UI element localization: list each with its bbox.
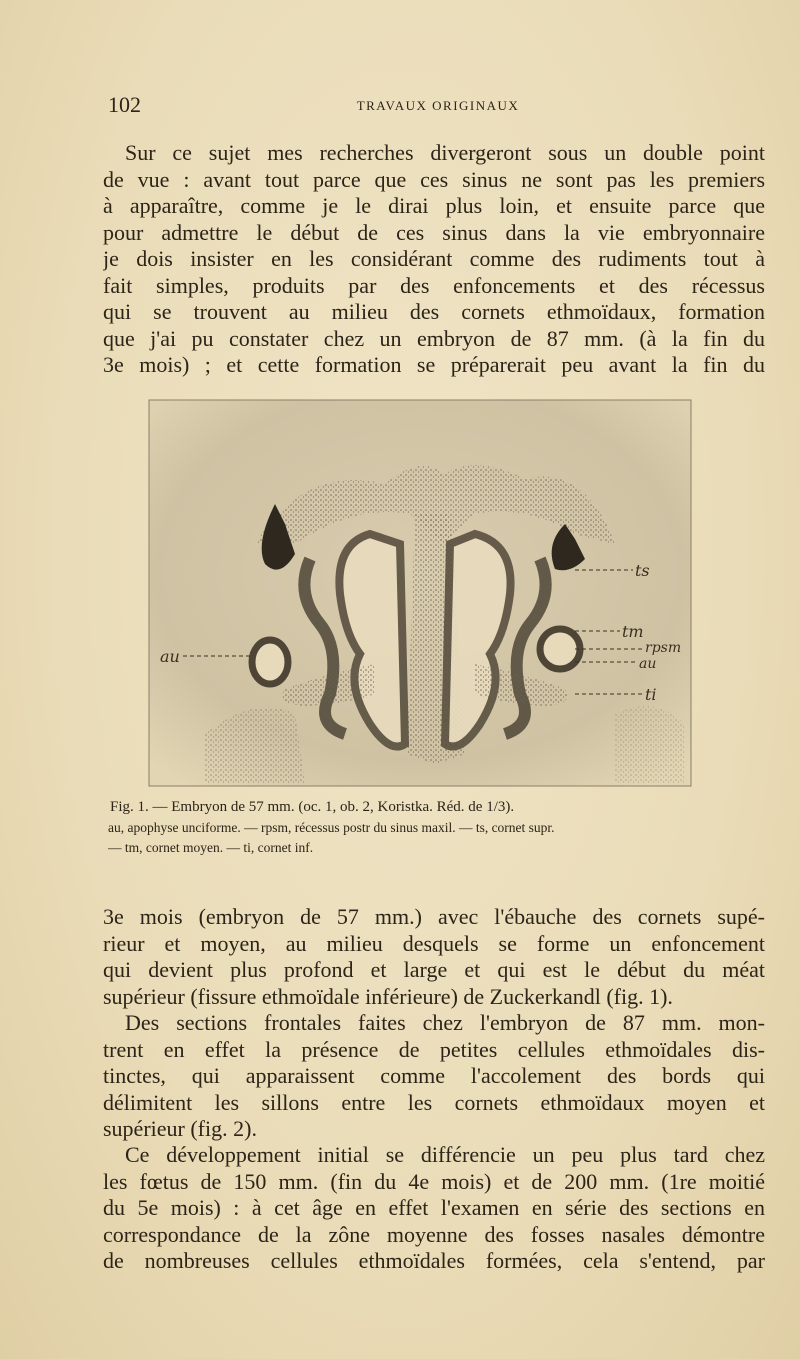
paragraph-4 xyxy=(103,1142,765,1275)
text-line: de vue : avant tout parce que ces sinus ne sont pas les premiers xyxy=(103,166,765,192)
text-line: Ce développement initial se différencie un peu plus tard chez xyxy=(125,1142,765,1167)
figure-caption xyxy=(108,796,768,858)
label-au-right: au xyxy=(639,656,657,672)
figure-1-embryo-section xyxy=(145,394,695,789)
text-line: supérieur (fissure ethmoïdale inférieure) de Zuckerkandl (fig. 1). xyxy=(103,983,673,1009)
text-line: délimitent les sillons entre les cornets ethmoïdaux moyen et xyxy=(103,1089,765,1115)
caption-legend-line: — tm, cornet moyen. — ti, cornet inf. xyxy=(108,840,314,855)
text-line: correspondance de la zône moyenne des fosses nasales démontre xyxy=(103,1221,765,1247)
label-tm: tm xyxy=(622,622,644,641)
text-line: fait simples, produits par des enfoncements et des récessus xyxy=(103,272,765,298)
text-line: supérieur (fig. 2). xyxy=(103,1116,257,1141)
text-line: qui devient plus profond et large et qui est le début du méat xyxy=(103,957,765,982)
caption-legend-line: au, apophyse unciforme. — rpsm, récessus postr du sinus maxil. — ts, cornet supr. xyxy=(108,820,555,835)
text-line: de nombreuses cellules ethmoïdales formées, cela s'entend, par xyxy=(103,1248,765,1273)
label-ti: ti xyxy=(645,685,657,704)
text-line: pour admettre le début de ces sinus dans la vie embryonnaire xyxy=(103,219,765,245)
paragraph-2 xyxy=(103,904,765,1010)
paragraph-3 xyxy=(103,1010,765,1143)
label-au-left: au xyxy=(160,647,180,666)
caption-title: Fig. 1. — Embryon de 57 mm. (oc. 1, ob. 2, Koristka. Réd. de 1/3). xyxy=(110,799,515,815)
text-line: 3e mois (embryon de 57 mm.) avec l'ébauche des cornets supé- xyxy=(103,904,765,929)
left-uncinate-process xyxy=(252,640,288,684)
text-line: 3e mois) ; et cette formation se préparerait peu avant la fin du xyxy=(103,352,765,377)
text-line: du 5e mois) : à cet âge en effet l'examen en série des sections en xyxy=(103,1195,765,1220)
text-line: que j'ai pu constater chez un embryon de 87 mm. (à la fin du xyxy=(103,325,765,351)
histology-illustration xyxy=(145,394,695,789)
text-line: trent en effet la présence de petites cellules ethmoïdales dis- xyxy=(103,1036,765,1062)
text-line: à apparaître, comme je le dirai plus loin, et ensuite parce que xyxy=(103,193,765,218)
text-line: je dois insister en les considérant comme des rudiments tout à xyxy=(103,246,765,271)
text-line: qui se trouvent au milieu des cornets ethmoïdaux, formation xyxy=(103,299,765,324)
page-number: 102 xyxy=(108,92,141,117)
paragraph-1 xyxy=(103,140,765,379)
text-line: tinctes, qui apparaissent comme l'accolement des bords qui xyxy=(103,1063,765,1088)
text-line: les fœtus de 150 mm. (fin du 4e mois) et de 200 mm. (1re moitié xyxy=(103,1168,765,1194)
page-header xyxy=(108,92,768,122)
text-line: Sur ce sujet mes recherches divergeront sous un double point xyxy=(125,140,765,165)
text-line: Des sections frontales faites chez l'embryon de 87 mm. mon- xyxy=(125,1010,765,1035)
right-maxillary-recess xyxy=(540,629,580,669)
label-ts: ts xyxy=(635,561,650,580)
running-head: TRAVAUX ORIGINAUX xyxy=(356,98,520,113)
label-rpsm: rpsm xyxy=(645,640,682,656)
text-line: rieur et moyen, au milieu desquels se forme un enfoncement xyxy=(103,930,765,956)
